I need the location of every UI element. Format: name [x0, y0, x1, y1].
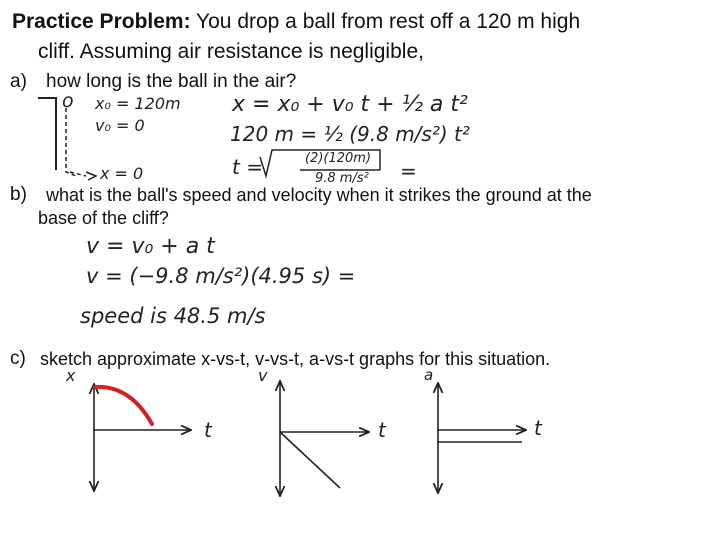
- hw-a-eq1: x = x₀ + v₀ t + ½ a t²: [232, 92, 468, 117]
- hw-a-eq3-lhs: t =: [232, 155, 263, 179]
- part-c-question: sketch approximate x-vs-t, v-vs-t, a-vs-t graphs for this situation.: [40, 349, 551, 369]
- v-t-line: [280, 432, 340, 488]
- hw-v0: v₀ = 0: [95, 116, 145, 135]
- hw-a-eq3-den: 9.8 m/s²: [315, 171, 369, 186]
- hw-a-eq3-num: (2)(120m): [305, 151, 372, 166]
- hw-a-eq3-eq: =: [400, 159, 417, 183]
- graph1-x-label: t: [204, 418, 212, 442]
- part-b-marker: b): [10, 184, 27, 205]
- hw-b-eq1: v = v₀ + a t: [86, 234, 215, 259]
- graph-a-vs-t: [438, 384, 525, 492]
- graph1-y-label: x: [66, 366, 76, 385]
- part-c-marker: c): [10, 348, 26, 369]
- graph-v-vs-t: [280, 382, 368, 495]
- graph3-y-label: a: [424, 366, 434, 384]
- part-a-question: how long is the ball in the air?: [46, 71, 297, 92]
- problem-title-line2: cliff. Assuming air resistance is negligible,: [38, 40, 424, 63]
- graph3-x-label: t: [534, 416, 542, 440]
- x-t-curve: [95, 387, 152, 424]
- hw-b-eq2: v = (−9.8 m/s²)(4.95 s) =: [86, 264, 356, 288]
- hw-a-eq2: 120 m = ½ (9.8 m/s²) t²: [230, 122, 470, 146]
- hw-b-speed: speed is 48.5 m/s: [80, 304, 266, 328]
- hw-x0: x₀ = 120m: [95, 94, 181, 113]
- part-b-question-2: base of the cliff?: [38, 208, 169, 228]
- problem-label: Practice Problem:: [12, 10, 191, 33]
- graph2-y-label: v: [258, 366, 268, 385]
- problem-statement-1: You drop a ball from rest off a 120 m high: [196, 10, 581, 33]
- graph-x-vs-t: [94, 385, 190, 490]
- part-a-marker: a): [10, 71, 27, 92]
- hw-x-ground: x = 0: [100, 164, 144, 183]
- part-b-question-1: what is the ball's speed and velocity when it strikes the ground at the: [46, 185, 592, 205]
- graph2-x-label: t: [378, 418, 386, 442]
- hw-top-circle: o: [62, 90, 74, 112]
